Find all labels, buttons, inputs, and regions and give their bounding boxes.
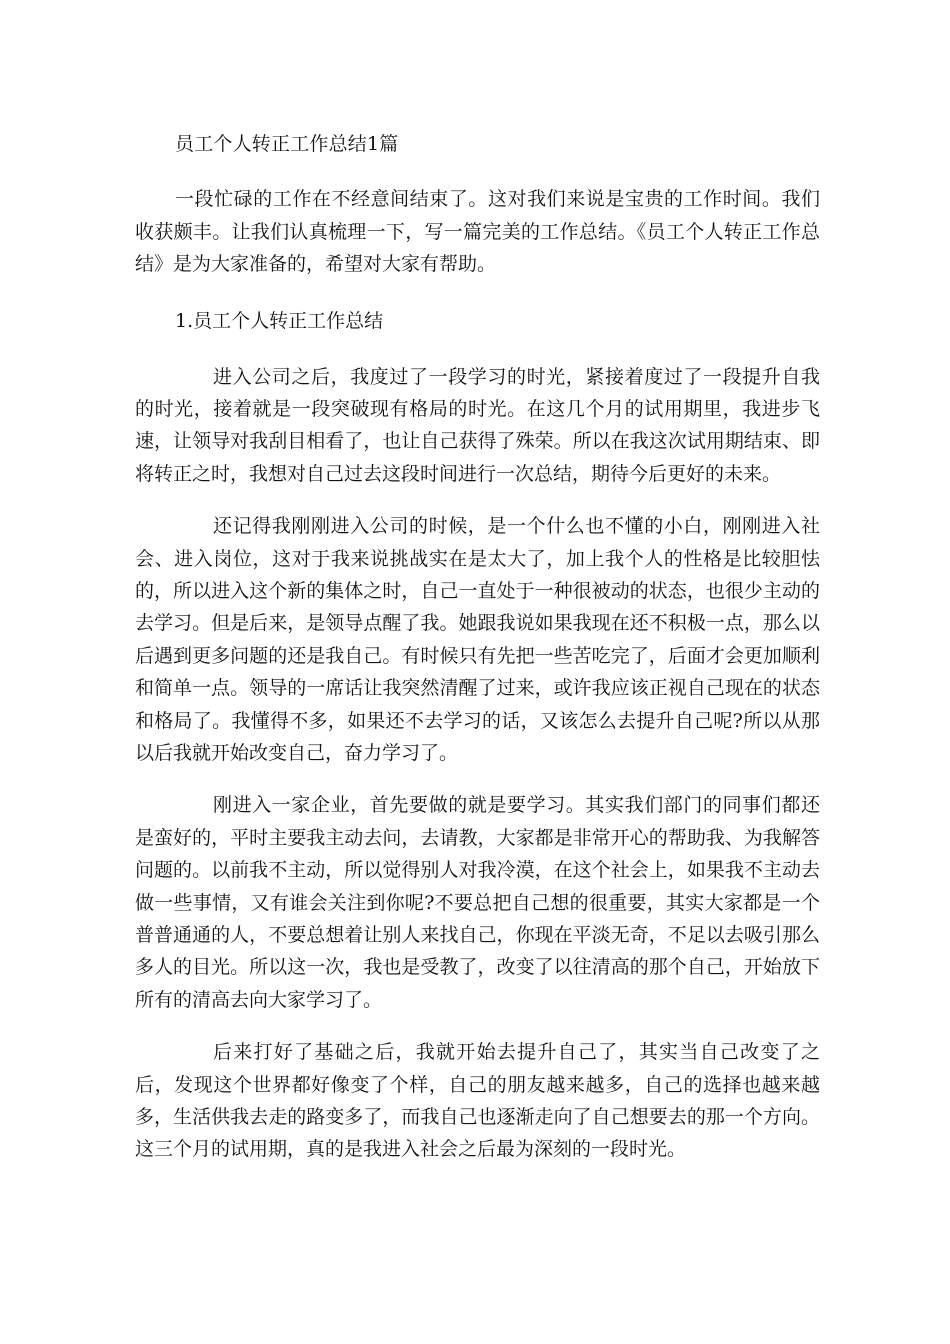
document-title: 员工个人转正工作总结1篇 — [175, 133, 399, 155]
body-paragraph: 后来打好了基础之后，我就开始去提升自己了，其实当自己改变了之后，发现这个世界都好像变了个样，自己的朋友越来越多，自己的选择也越来越多，生活供我去走的路变多了，而我自己也逐渐走向了自己想要去的那一个方向。这三个月的试用期，真的是我进入社会之后最为深刻的一段时光。 — [135, 1041, 820, 1161]
document-page — [135, 128, 820, 1166]
section-title: 1.员工个人转正工作总结 — [175, 309, 384, 332]
body-paragraph: 进入公司之后，我度过了一段学习的时光，紧接着度过了一段提升自我的时光，接着就是一段突破现有格局的时光。在这几个月的试用期里，我进步飞速，让领导对我刮目相看了，也让自己获得了殊荣。所以在我这次试用期结束、即将转正之时，我想对自己过去这段时间进行一次总结，期待今后更好的未来。 — [135, 365, 820, 485]
body-paragraph: 刚进入一家企业，首先要做的就是要学习。其实我们部门的同事们都还是蛮好的，平时主要我主动去问，去请教，大家都是非常开心的帮助我、为我解答问题的。以前我不主动，所以觉得别人对我冷漠，在这个社会上，如果我不主动去做一些事情，又有谁会关注到你呢?不要总把自己想的很重要，其实大家都是一个普普通通的人，不要总想着让别人来找自己，你现在平淡无奇，不足以去吸引那么多人的目光。所以这一次，我也是受教了，改变了以往清高的那个自己，开始放下所有的清高去向大家学习了。 — [135, 794, 820, 1011]
body-paragraph: 还记得我刚刚进入公司的时候，是一个什么也不懂的小白，刚刚进入社会、进入岗位，这对于我来说挑战实在是太大了，加上我个人的性格是比较胆怯的，所以进入这个新的集体之时，自己一直处于一种很被动的状态，也很少主动的去学习。但是后来，是领导点醒了我。她跟我说如果我现在还不积极一点，那么以后遇到更多问题的还是我自己。有时候只有先把一些苦吃完了，后面才会更加顺利和简单一点。领导的一席话让我突然清醒了过来，或许我应该正视自己现在的状态和格局了。我懂得不多，如果还不去学习的话，又该怎么去提升自己呢?所以从那以后我就开始改变自己，奋力学习了。 — [135, 515, 820, 764]
intro-paragraph: 一段忙碌的工作在不经意间结束了。这对我们来说是宝贵的工作时间。我们收获颇丰。让我们认真梳理一下，写一篇完美的工作总结。《员工个人转正工作总结》是为大家准备的，希望对大家有帮助。 — [135, 188, 820, 275]
